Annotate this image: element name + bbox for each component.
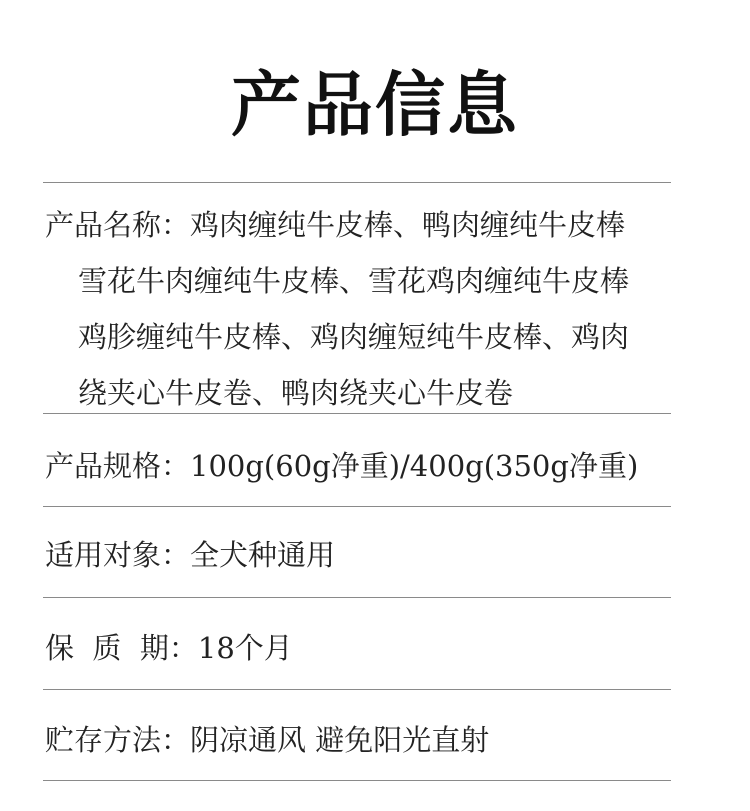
product-spec-value: 100g(60g净重)/400g(350g净重) bbox=[190, 449, 639, 483]
product-name-value-3: 鸡胗缠纯牛皮棒、鸡肉缠短纯牛皮棒、鸡肉 bbox=[78, 320, 630, 354]
divider-bottom bbox=[43, 780, 671, 781]
divider-1 bbox=[43, 413, 671, 414]
row-shelf-life bbox=[45, 620, 705, 676]
applicable-value: 全犬种通用 bbox=[190, 538, 336, 572]
applicable-label: 适用对象： bbox=[45, 538, 191, 572]
divider-top bbox=[43, 182, 671, 183]
storage-value: 阴凉通风 避免阳光直射 bbox=[190, 723, 490, 757]
product-name-value-1: 鸡肉缠纯牛皮棒、鸭肉缠纯牛皮棒 bbox=[190, 208, 626, 242]
product-spec-label: 产品规格： bbox=[45, 449, 191, 483]
storage-label: 贮存方法： bbox=[45, 723, 191, 757]
row-storage bbox=[45, 712, 705, 768]
divider-4 bbox=[43, 689, 671, 690]
divider-3 bbox=[43, 597, 671, 598]
product-name-line-1 bbox=[45, 197, 705, 253]
shelf-life-label: 保 质 期： bbox=[45, 631, 198, 665]
shelf-life-value: 18个月 bbox=[197, 631, 293, 665]
product-name-value-4: 绕夹心牛皮卷、鸭肉绕夹心牛皮卷 bbox=[78, 376, 514, 410]
row-applicable bbox=[45, 527, 705, 583]
product-name-value-2: 雪花牛肉缠纯牛皮棒、雪花鸡肉缠纯牛皮棒 bbox=[78, 264, 630, 298]
row-product-name bbox=[45, 197, 705, 421]
row-product-spec bbox=[45, 438, 705, 494]
product-name-label: 产品名称： bbox=[45, 208, 191, 242]
divider-2 bbox=[43, 506, 671, 507]
page-title: 产品信息 bbox=[231, 64, 519, 146]
